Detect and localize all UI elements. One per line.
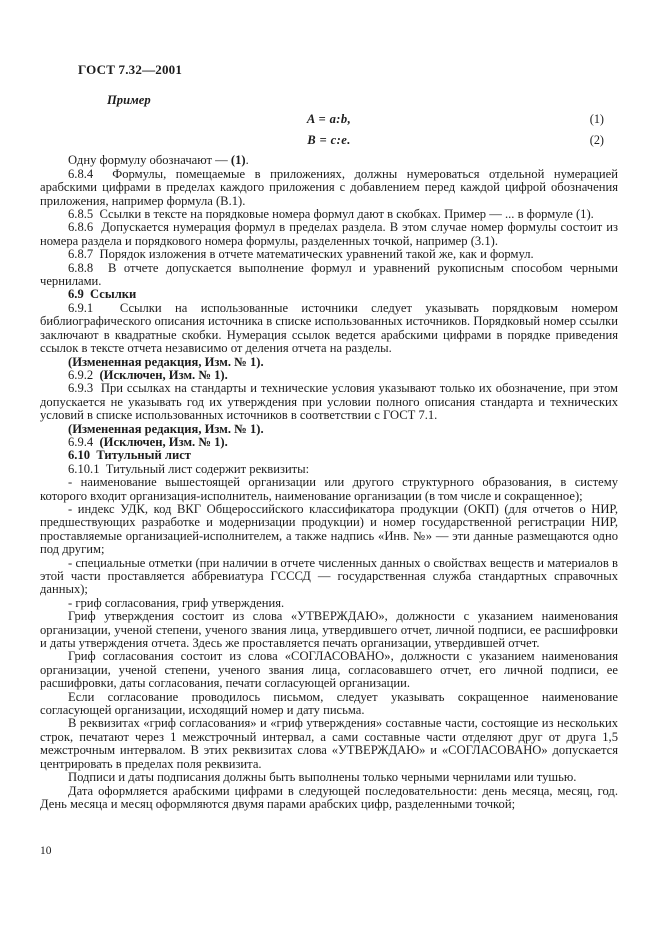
paragraph [40,691,618,718]
paragraph [40,771,618,784]
page-number: 10 [40,845,52,857]
document-body [40,94,618,811]
paragraph [40,369,618,382]
formula-number: (2) [589,133,604,148]
text-run: 6.8.7 Порядок изложения в отчете математических уравнений такой же, как и формул. [68,247,534,262]
paragraph [40,503,618,557]
standard-number-header: ГОСТ 7.32—2001 [78,62,183,77]
text-run: (1) [230,153,246,168]
paragraph [40,785,618,812]
paragraph [40,423,618,436]
text-run: (Измененная редакция, Изм. № 1). [68,354,264,369]
text-run: 6.9.3 При ссылках на стандарты и технические условия указывают только их обозначение, при этом допускается не указывать год их утверждения при условии полного описания стандарта и технических условий в списке использованных источников в соответствии с ГОСТ 7.1. [40,381,618,423]
text-run: - наименование вышестоящей организации или другого структурного образования, в систему которого входит организация-исполнитель, наименование организации (в том числе и сокращенное); [40,475,618,503]
text-run: 6.8.6 Допускается нумерация формул в пределах раздела. В этом случае номер формулы состоит из номера раздела и порядкового номера формулы, разделенных точкой, например (3.1). [40,220,618,248]
text-run: (Исключен, Изм. № 1). [99,434,228,449]
text-run: 6.8.5 Ссылки в тексте на порядковые номера формул дают в скобках. Пример — ... в формуле (1). [68,207,594,222]
text-run: 6.9.1 Ссылки на использованные источники следует указывать порядковым номером библиографического описания источника в списке использованных источников. Порядковый номер ссылки заключают в квадратные скобки. Нумерация ссылок ведется арабскими цифрами в порядке приведения ссылок в тексте отчета независимо от деления отчета на разделы. [40,300,618,356]
text-run: В реквизитах «гриф согласования» и «гриф утверждения» составные части, состоящие из нескольких строк, печатают через 1 межстрочный интервал, а сами составные части отделяют друг от друга 1,5 межстрочным интервалом. В этих реквизитах слова «УТВЕРЖДАЮ» и «СОГЛАСОВАНО» допускается центрировать в пределах поля реквизита. [40,716,618,771]
paragraph [40,154,618,167]
text-run: Если согласование проводилось письмом, следует указывать сокращенное наименование согласующей организации, исходящий номер и дату письма. [40,689,618,718]
paragraph [40,262,618,289]
text-run: 6.9.2 [68,367,100,382]
text-run: Подписи и даты подписания должны быть выполнены только черными чернилами или тушью. [68,770,577,785]
text-run: 6.10 Титульный лист [68,448,191,463]
paragraph [40,610,618,650]
formula-row [40,133,618,147]
formula-number: (1) [589,112,604,127]
text-run: 6.9.4 [68,434,100,449]
text-run: 6.8.8 В отчете допускается выполнение формул и уравнений рукописным способом черными чернилами. [40,260,618,289]
formula-expression: B = c:e. [307,133,351,148]
text-run: - гриф согласования, гриф утверждения. [68,595,285,610]
paragraph [40,221,618,248]
paragraph [40,597,618,610]
text-run: Одну формулу обозначают — [68,153,231,168]
text-run: Гриф согласования состоит из слова «СОГЛАСОВАНО», должности с указанием наименования организации, ученой степени, ученого звания лица, согласовавшего отчет, его личной подписи, ее расшифровки, даты согласования, печати согласующей организации. [40,649,618,691]
paragraph [40,449,618,462]
paragraph [40,248,618,261]
text-run: (Измененная редакция, Изм. № 1). [68,421,264,436]
text-run: (Исключен, Изм. № 1). [99,367,228,382]
text-run: Пример [107,93,151,107]
paragraph [40,288,618,301]
paragraph [40,302,618,356]
paragraph [40,168,618,208]
text-run: 6.10.1 Титульный лист содержит реквизиты: [68,461,310,476]
text-run: . [245,153,249,168]
paragraph [40,356,618,369]
paragraph [40,208,618,221]
paragraph [40,382,618,422]
text-run: Дата оформляется арабскими цифрами в следующей последовательности: день месяца, месяц, год. День месяца и месяц оформляются двумя парами арабских цифр, разделенными точкой; [40,783,618,811]
text-run: 6.9 Ссылки [68,287,137,302]
paragraph [40,436,618,449]
paragraph [40,463,618,476]
text-run: - специальные отметки (при наличии в отчете численных данных о свойствах веществ и материалов в этой части проставляется аббревиатура ГСССД — государственная служба стандартных справочных данных); [40,555,618,597]
paragraph [40,557,618,597]
formula-expression: A = a:b, [306,112,352,127]
text-run: - индекс УДК, код ВКГ Общероссийского классификатора продукции (ОКП) (для отчетов о НИР, предшествующих разработке и модернизации продукции) и номер государственной регистрации НИР, проставляемые организацией-исполнителем, а также надпись «Инв. №» — эти данные размещаются одно под другим; [40,501,618,557]
paragraph [40,650,618,690]
text-run: Гриф утверждения состоит из слова «УТВЕРЖДАЮ», должности с указанием наименования организации, ученой степени, ученого звания лица, утвердившего отчет, личной подписи, ее расшифровки и даты утверждения отчета. Здесь же проставляется печать организации, утвердившей отчет. [40,609,618,651]
formula-row [40,112,618,126]
paragraph [40,717,618,771]
text-run: 6.8.4 Формулы, помещаемые в приложениях, должны нумероваться отдельной нумерацией арабскими цифрами в пределах каждого приложения с добавлением перед каждой цифрой обозначения приложения, например формула (В.1). [40,166,618,208]
paragraph [40,476,618,503]
example-label [40,94,618,107]
